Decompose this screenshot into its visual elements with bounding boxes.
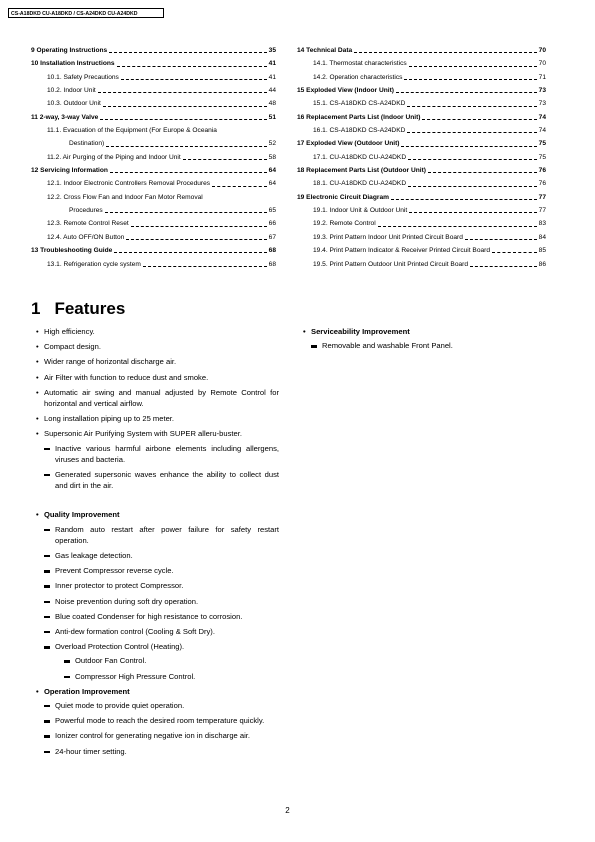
feature-item — [36, 413, 279, 424]
feature-sub-text: Anti-dew formation control (Cooling & Soft Dry). — [55, 627, 215, 637]
toc-entry-title: Destination) — [69, 140, 105, 148]
toc-leader — [465, 237, 537, 240]
toc-leader — [131, 224, 267, 227]
toc-page-number: 68 — [268, 260, 276, 268]
toc-entry-title: 10 Installation Instructions — [31, 60, 115, 68]
toc-page-number: 66 — [268, 220, 276, 228]
toc-page-number: 64 — [268, 180, 276, 188]
toc-entry-title: 12.2. Cross Flow Fan and Indoor Fan Motor Removal — [47, 193, 203, 201]
toc-entry[interactable] — [31, 164, 276, 177]
toc-entry-title: 12.1. Indoor Electronic Controllers Removal Procedures — [47, 180, 211, 188]
toc-leader — [404, 77, 536, 80]
feature-group — [36, 509, 279, 681]
toc-entry-title: 11.2. Air Purging of the Piping and Indoor Unit — [47, 153, 181, 161]
feature-sub-text: Quiet mode to provide quiet operation. — [55, 701, 185, 711]
feature-sub-text: Outdoor Fan Control. — [75, 656, 147, 666]
feature-text: Wider range of horizontal discharge air. — [44, 357, 177, 367]
toc-entry-title: 12 Servicing Information — [31, 167, 108, 175]
toc-page-number: 75 — [538, 153, 546, 161]
feature-sub-text: Inactive various harmful airbone elements including allergens, viruses and bacteria. — [55, 443, 279, 464]
feature-sub-text: Inner protector to protect Compressor. — [55, 581, 184, 591]
toc-entry[interactable] — [297, 258, 546, 271]
toc-entry[interactable] — [31, 124, 276, 137]
toc-page-number: 75 — [538, 140, 546, 148]
toc-entry[interactable] — [31, 191, 276, 204]
toc-leader — [409, 210, 536, 213]
toc-page-number: 85 — [538, 247, 546, 255]
toc-page-number: 65 — [268, 207, 276, 215]
toc-entry[interactable] — [297, 137, 546, 150]
feature-sub-item — [44, 626, 279, 637]
feature-sub-item — [44, 550, 279, 561]
feature-text: Compact design. — [44, 342, 101, 352]
toc-leader — [492, 250, 537, 253]
feature-sub-text: Blue coated Condenser for high resistance to corrosion. — [55, 611, 243, 621]
feature-sub-item — [44, 524, 279, 546]
toc-entry[interactable] — [31, 71, 276, 84]
page-number: 2 — [285, 806, 290, 815]
toc-entry[interactable] — [297, 44, 546, 57]
section-title: Features — [54, 299, 126, 318]
feature-group — [36, 686, 279, 757]
features-column-right — [303, 326, 543, 355]
toc-entry-title: 12.3. Remote Control Reset — [47, 220, 129, 228]
toc-entry-title: 13 Troubleshooting Guide — [31, 247, 113, 255]
feature-sub-text: 24-hour timer setting. — [55, 746, 127, 756]
toc-leader — [422, 117, 536, 120]
toc-page-number: 76 — [538, 167, 546, 175]
toc-leader — [401, 144, 536, 147]
toc-page-number: 52 — [268, 140, 276, 148]
feature-sub-item — [44, 730, 279, 741]
toc-entry-title: 19.4. Print Pattern Indicator & Receiver Printed Circuit Board — [313, 247, 491, 255]
feature-sub-item — [44, 443, 279, 465]
feature-item — [36, 387, 279, 409]
toc-page-number: 48 — [268, 100, 276, 108]
toc-entry[interactable] — [297, 217, 546, 230]
toc-entry[interactable] — [297, 84, 546, 97]
toc-leader — [121, 77, 267, 80]
toc-leader — [408, 184, 537, 187]
toc-entry[interactable] — [297, 97, 546, 110]
toc-entry-title: 17.1. CU-A18DKD CU-A24DKD — [313, 153, 407, 161]
feature-item — [36, 341, 279, 352]
feature-text: High efficiency. — [44, 327, 95, 336]
toc-entry-title: 13.1. Refrigeration cycle system — [47, 260, 141, 268]
toc-leader — [409, 64, 537, 67]
feature-sub-text: Ionizer control for generating negative ion in discharge air. — [55, 731, 251, 741]
toc-entry[interactable] — [297, 244, 546, 257]
toc-entry[interactable] — [31, 44, 276, 57]
toc-entry-title: 16 Replacement Parts List (Indoor Unit) — [297, 113, 421, 121]
toc-page-number: 58 — [268, 153, 276, 161]
toc-page-number: 83 — [538, 220, 546, 228]
toc-entry[interactable] — [297, 204, 546, 217]
toc-entry-title: 19.1. Indoor Unit & Outdoor Unit — [313, 207, 408, 215]
toc-leader — [183, 157, 267, 160]
toc-leader — [396, 90, 537, 93]
feature-sub-item — [44, 641, 279, 682]
toc-page-number: 51 — [268, 113, 276, 121]
toc-entry-title: 10.3. Outdoor Unit — [47, 100, 101, 108]
toc-leader — [105, 210, 267, 213]
toc-page-number: 64 — [268, 167, 276, 175]
toc-leader — [470, 264, 537, 267]
toc-entry[interactable] — [31, 258, 276, 271]
toc-page-number: 74 — [538, 127, 546, 135]
toc-entry[interactable] — [31, 217, 276, 230]
toc-entry-title: 15 Exploded View (Indoor Unit) — [297, 87, 394, 95]
toc-page-number: 41 — [268, 60, 276, 68]
feature-item — [36, 326, 279, 337]
toc-leader — [407, 130, 536, 133]
feature-sub-text: Noise prevention during soft dry operation. — [55, 596, 199, 606]
toc-entry-title: 10.2. Indoor Unit — [47, 87, 96, 95]
toc-entry[interactable] — [31, 204, 276, 217]
toc-entry[interactable] — [297, 57, 546, 70]
toc-page-number: 35 — [268, 47, 276, 54]
toc-entry[interactable] — [297, 164, 546, 177]
toc-leader — [407, 104, 536, 107]
toc-page-number: 84 — [538, 233, 546, 241]
toc-page-number: 70 — [538, 47, 546, 54]
toc-entry[interactable] — [31, 111, 276, 124]
toc-entry[interactable] — [31, 231, 276, 244]
toc-leader — [109, 50, 266, 53]
feature-sub-text: Powerful mode to reach the desired room temperature quickly. — [55, 716, 265, 726]
feature-sub-text: Compressor High Pressure Control. — [75, 671, 196, 681]
section-heading — [31, 299, 125, 319]
toc-leader — [98, 90, 267, 93]
feature-item — [36, 372, 279, 383]
toc-entry[interactable] — [297, 231, 546, 244]
feature-item — [36, 428, 279, 491]
toc-leader — [103, 104, 267, 107]
toc-entry[interactable] — [31, 57, 276, 70]
toc-entry-title: 10.1. Safety Precautions — [47, 73, 119, 81]
toc-entry[interactable] — [297, 177, 546, 190]
toc-entry-title: 14.2. Operation characteristics — [313, 73, 403, 81]
toc-entry[interactable] — [31, 244, 276, 257]
toc-entry-title: 12.4. Auto OFF/ON Button — [47, 233, 125, 241]
toc-leader — [408, 157, 537, 160]
feature-sub-text: Prevent Compressor reverse cycle. — [55, 566, 174, 576]
feature-group — [303, 326, 543, 351]
feature-sub-item — [55, 655, 279, 666]
toc-page-number: 44 — [268, 87, 276, 95]
toc-page-number: 76 — [538, 180, 546, 188]
toc-page-number: 70 — [538, 60, 546, 68]
toc-leader — [378, 224, 537, 227]
feature-sub-item — [55, 671, 279, 682]
feature-sub-item — [44, 580, 279, 591]
toc-page-number: 86 — [538, 260, 546, 268]
toc-entry[interactable] — [297, 111, 546, 124]
toc-leader — [114, 250, 266, 253]
feature-text: Long installation piping up to 25 meter. — [44, 414, 175, 424]
toc-entry-title: 17 Exploded View (Outdoor Unit) — [297, 140, 400, 148]
feature-sub-item — [44, 700, 279, 711]
toc-entry-title: 19.5. Print Pattern Outdoor Unit Printed Circuit Board — [313, 260, 469, 268]
feature-group-title: Serviceability Improvement — [311, 327, 410, 336]
model-number-box: CS-A18DKD CU-A18DKD / CS-A24DKD CU-A24DKD — [8, 8, 164, 18]
feature-sub-item — [44, 611, 279, 622]
toc-page-number: 41 — [268, 73, 276, 81]
toc-entry-title: 11 2-way, 3-way Valve — [31, 113, 99, 121]
toc-entry[interactable] — [297, 151, 546, 164]
toc-entry-title: 14.1. Thermostat characteristics — [313, 60, 407, 68]
feature-sub-item — [44, 596, 279, 607]
toc-page-number: 73 — [538, 87, 546, 95]
toc-entry-title: 19.2. Remote Control — [313, 220, 376, 228]
feature-text: Air Filter with function to reduce dust and smoke. — [44, 372, 209, 382]
toc-entry-title: 11.1. Evacuation of the Equipment (For Europe & Oceania — [47, 127, 217, 135]
toc-entry[interactable] — [297, 191, 546, 204]
toc-entry[interactable] — [297, 71, 546, 84]
toc-entry[interactable] — [31, 137, 276, 150]
toc-entry[interactable] — [31, 177, 276, 190]
toc-leader — [100, 117, 266, 120]
feature-text: Automatic air swing and manual adjusted by Remote Control for horizontal and vertical airflow. — [44, 387, 279, 409]
feature-sub-item — [44, 469, 279, 491]
feature-item — [36, 356, 279, 367]
toc-leader — [428, 170, 537, 173]
feature-sub-text: Random auto restart after power failure for safety restart operation. — [55, 524, 279, 545]
toc-page-number: 77 — [538, 207, 546, 215]
toc-page-number: 67 — [268, 233, 276, 241]
toc-entry-title: 14 Technical Data — [297, 47, 353, 54]
toc-entry[interactable] — [31, 84, 276, 97]
toc-leader — [143, 264, 267, 267]
table-of-contents-right — [297, 44, 546, 271]
feature-sub-item — [44, 565, 279, 576]
feature-sub-text: Gas leakage detection. — [55, 551, 133, 561]
toc-leader — [212, 184, 267, 187]
feature-text: Supersonic Air Purifying System with SUPER alleru-buster. — [44, 429, 242, 439]
toc-page-number: 74 — [538, 113, 546, 121]
toc-entry[interactable] — [297, 124, 546, 137]
toc-page-number: 71 — [538, 73, 546, 81]
toc-entry-title: 9 Operating Instructions — [31, 47, 108, 54]
toc-leader — [126, 237, 266, 240]
feature-sub-item — [44, 746, 279, 757]
feature-sub-text: Overload Protection Control (Heating). — [55, 642, 185, 652]
toc-entry-title: 16.1. CS-A18DKD CS-A24DKD — [313, 127, 406, 135]
toc-entry-title: 15.1. CS-A18DKD CS-A24DKD — [313, 100, 406, 108]
toc-entry[interactable] — [31, 151, 276, 164]
feature-sub-text: Generated supersonic waves enhance the ability to collect dust and dirt in the air. — [55, 470, 279, 491]
toc-page-number: 73 — [538, 100, 546, 108]
feature-group-title: Quality Improvement — [44, 510, 120, 520]
toc-entry-title: 18.1. CU-A18DKD CU-A24DKD — [313, 180, 407, 188]
features-column-left — [36, 326, 279, 761]
toc-page-number: 68 — [268, 247, 276, 255]
toc-entry-title: 19.3. Print Pattern Indoor Unit Printed Circuit Board — [313, 233, 463, 241]
toc-entry-title: 18 Replacement Parts List (Outdoor Unit) — [297, 167, 426, 175]
toc-entry[interactable] — [31, 97, 276, 110]
feature-group-title: Operation Improvement — [44, 686, 130, 696]
toc-leader — [117, 64, 267, 67]
toc-page-number: 77 — [538, 193, 546, 201]
toc-entry-title: Procedures — [69, 207, 103, 215]
table-of-contents-left — [31, 44, 276, 271]
section-number: 1 — [31, 299, 41, 318]
feature-sub-item — [44, 715, 279, 726]
feature-sub-text: Removable and washable Front Panel. — [322, 341, 453, 351]
toc-leader — [110, 170, 267, 173]
feature-sub-item — [311, 340, 543, 351]
toc-leader — [391, 197, 537, 200]
toc-entry-title: 19 Electronic Circuit Diagram — [297, 193, 389, 201]
toc-leader — [354, 50, 536, 53]
toc-leader — [106, 144, 266, 147]
